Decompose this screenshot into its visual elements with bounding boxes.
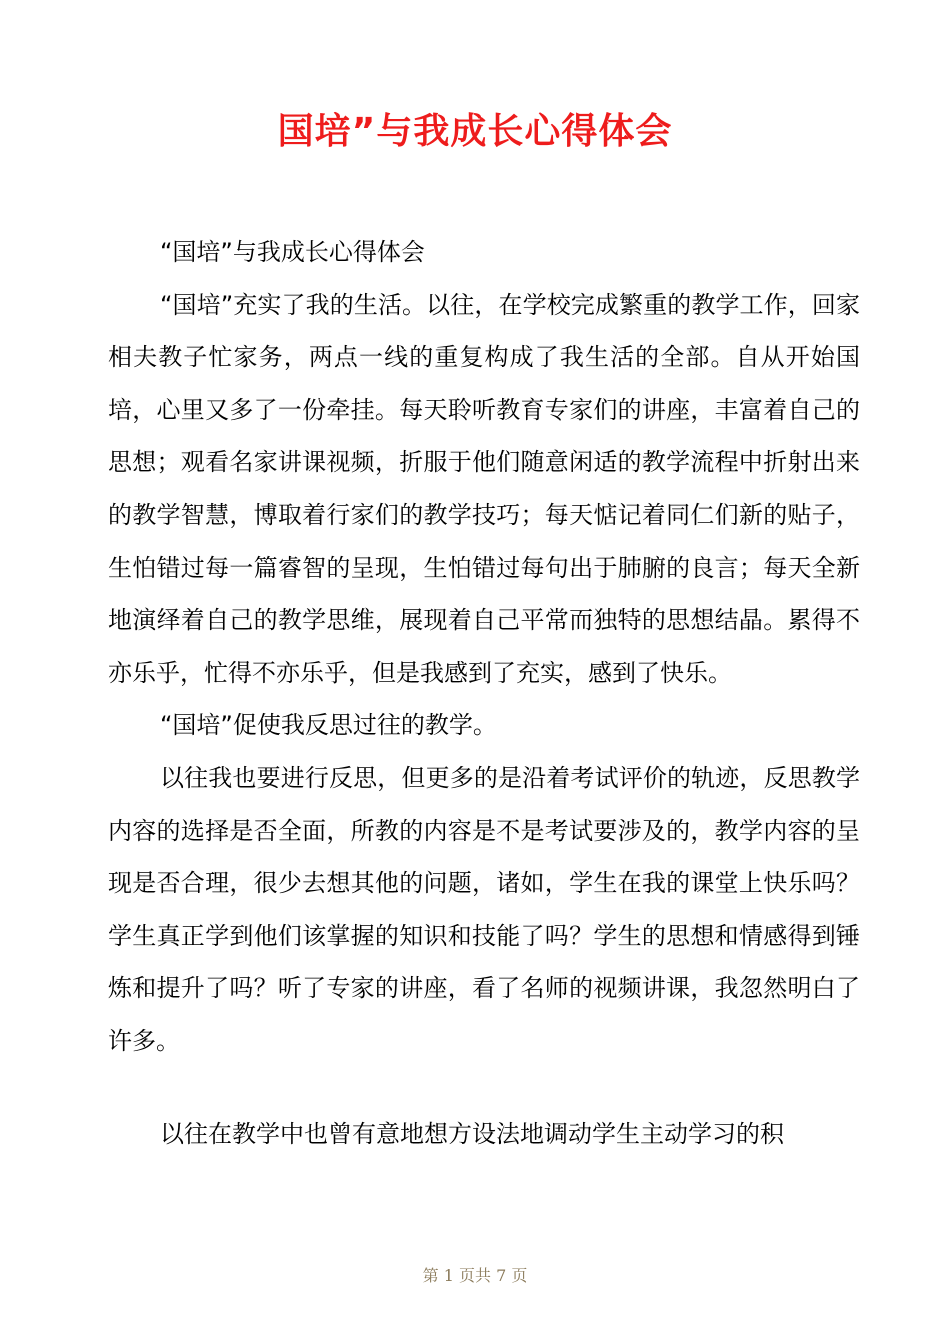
paragraph-reflection-heading: “国培”促使我反思过往的教学。	[160, 711, 497, 740]
paragraph-reflection: 以往我也要进行反思，但更多的是沿着考试评价的轨迹，反思教学内容的选择是否全面，所教的内容是不是考试要涉及的，教学内容的呈现是否合理，很少去想其他的问题，诸如，学生在我的课堂上快乐吗？学生真正学到他们该掌握的知识和技能了吗？学生的思想和情感得到锤炼和提升了吗？听了专家的讲座，看了名师的视频讲课，我忽然明白了许多。	[108, 763, 860, 1055]
document-title: 国培”与我成长心得体会	[277, 111, 673, 152]
paragraph-heading: “国培”与我成长心得体会	[160, 238, 425, 266]
page-number-footer: 第 1 页共 7 页	[422, 1266, 528, 1285]
document-body	[108, 226, 860, 1160]
paragraph-life: “国培”充实了我的生活。以往，在学校完成繁重的教学工作，回家相夫教子忙家务，两点一线的重复构成了我生活的全部。自从开始国培，心里又多了一份牵挂。每天聆听教育专家们的讲座，丰富着自己的思想；观看名家讲课视频，折服于他们随意闲适的教学流程中折射出来的教学智慧，博取着行家们的教学技巧；每天惦记着同仁们新的贴子，生怕错过每一篇睿智的呈现，生怕错过每句出于肺腑的良言；每天全新地演绎着自己的教学思维，展现着自己平常而独特的思想结晶。累得不亦乐乎，忙得不亦乐乎，但是我感到了充实，感到了快乐。	[108, 290, 860, 687]
paragraph-teaching: 以往在教学中也曾有意地想方设法地调动学生主动学习的积	[160, 1119, 784, 1148]
